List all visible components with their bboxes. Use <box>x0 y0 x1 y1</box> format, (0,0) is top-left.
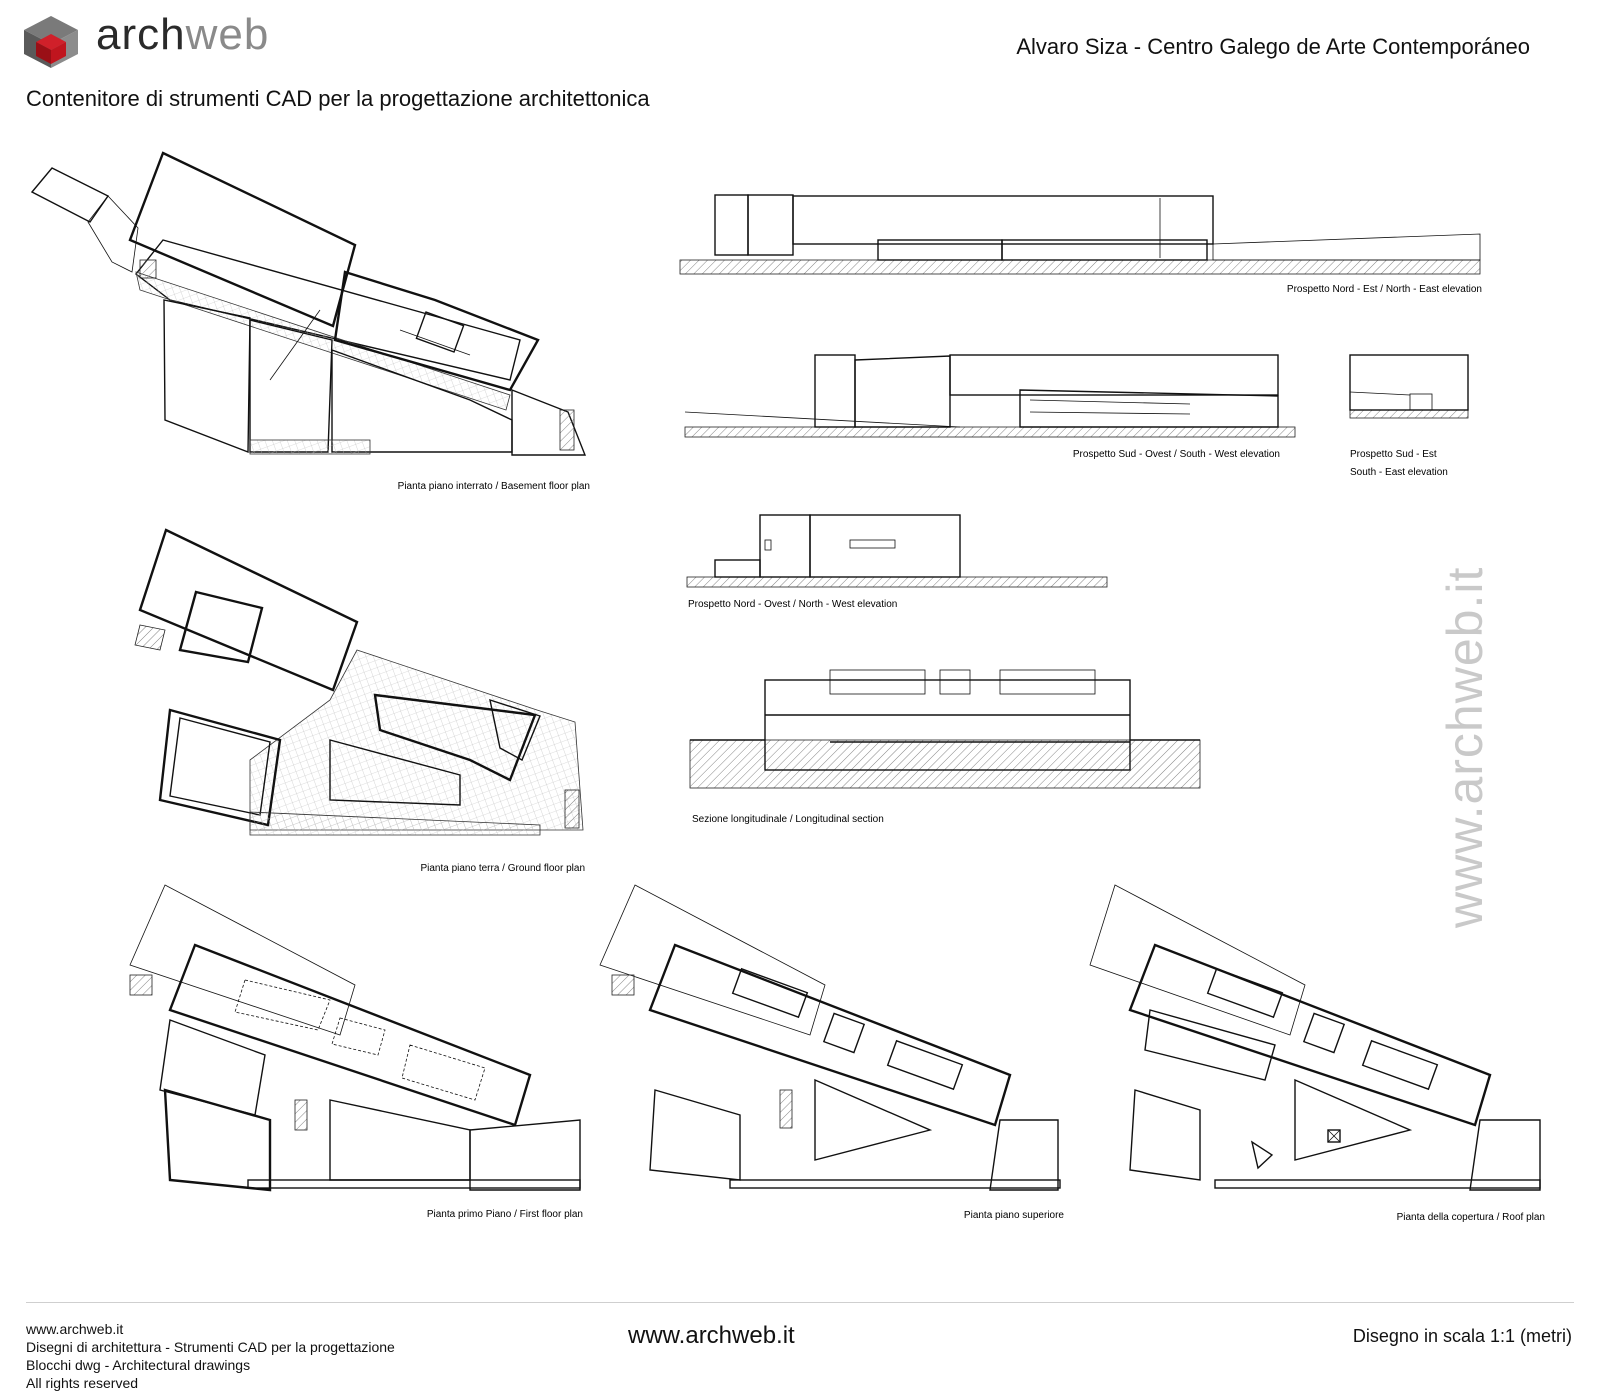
footer-divider <box>26 1302 1574 1303</box>
nw-elevation <box>687 515 1107 587</box>
subtitle: Contenitore di strumenti CAD per la progettazione architettonica <box>26 86 650 111</box>
sw-elevation <box>685 355 1295 437</box>
caption-section: Sezione longitudinale / Longitudinal section <box>692 814 884 825</box>
watermark-text: www.archweb.it <box>1437 566 1493 928</box>
caption-se-elevation-2: South - East elevation <box>1350 467 1448 478</box>
caption-basement: Pianta piano interrato / Basement floor plan <box>397 481 590 492</box>
drawing-title: Alvaro Siza - Centro Galego de Arte Contemporáneo <box>1016 34 1530 59</box>
footer-scale-note: Disegno in scala 1:1 (metri) <box>1352 1326 1572 1346</box>
ground-floor-plan <box>135 530 583 835</box>
first-floor-plan <box>130 885 580 1190</box>
caption-sw-elevation: Prospetto Sud - Ovest / South - West elevation <box>1072 449 1280 460</box>
caption-ne-elevation: Prospetto Nord - Est / North - East elevation <box>1286 284 1482 295</box>
ne-elevation <box>680 195 1480 274</box>
caption-upper: Pianta piano superiore <box>963 1210 1064 1221</box>
se-elevation <box>1350 355 1468 418</box>
caption-se-elevation-1: Prospetto Sud - Est <box>1350 449 1437 460</box>
roof-plan <box>1090 885 1540 1190</box>
footer-line-2: Disegni di architettura - Strumenti CAD per la progettazione <box>26 1339 395 1355</box>
footer-website-link[interactable]: www.archweb.it <box>628 1322 795 1349</box>
caption-first: Pianta primo Piano / First floor plan <box>426 1209 583 1220</box>
footer-left <box>26 1320 395 1392</box>
caption-ground: Pianta piano terra / Ground floor plan <box>420 863 585 874</box>
longitudinal-section <box>690 670 1200 788</box>
footer-line-1[interactable]: www.archweb.it <box>26 1321 124 1337</box>
upper-floor-plan <box>600 885 1060 1190</box>
logo-web-text: web <box>185 10 270 59</box>
basement-floor-plan <box>32 153 585 455</box>
footer-line-4: All rights reserved <box>26 1375 139 1391</box>
logo-arch-text: arch <box>96 10 186 59</box>
footer-line-3: Blocchi dwg - Architectural drawings <box>26 1357 251 1373</box>
caption-nw-elevation: Prospetto Nord - Ovest / North - West elevation <box>688 599 898 610</box>
caption-roof: Pianta della copertura / Roof plan <box>1396 1212 1545 1223</box>
